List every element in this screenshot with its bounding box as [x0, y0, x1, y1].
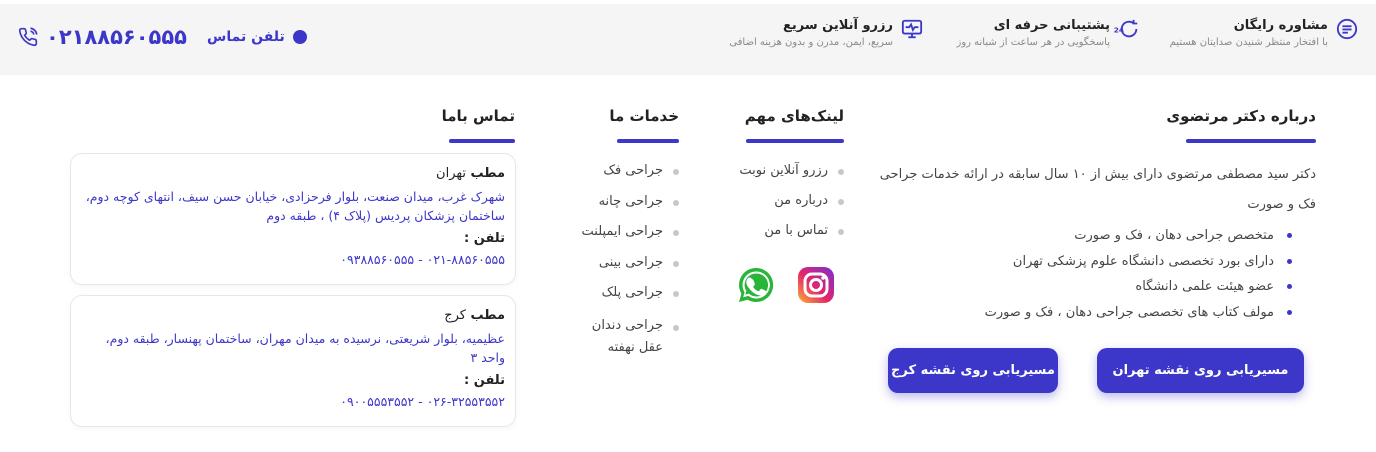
feature-title: رزرو آنلاین سریع	[782, 18, 893, 33]
office-title	[81, 308, 505, 323]
list-item: مولف کتاب های تخصصی جراحی دهان ، فک و صورت	[985, 305, 1292, 331]
feature-subtitle: سریع، ایمن، مدرن و بدون هزینه اضافی	[729, 37, 893, 48]
header-phone-number[interactable]: ۰۲۱۸۸۵۶۰۵۵۵	[46, 25, 187, 49]
accent-dot	[293, 30, 307, 44]
feature-title: پشتیبانی حرفه ای	[993, 18, 1110, 33]
important-links-underline	[746, 139, 844, 143]
call-label: تلفن تماس	[207, 29, 285, 45]
top-info-bar	[0, 4, 1376, 75]
list-item: متخصص جراحی دهان ، فک و صورت	[985, 228, 1292, 254]
feature-support	[956, 18, 1140, 48]
office-phone-label: تلفن :	[464, 231, 505, 246]
contact-title: تماس باما	[441, 107, 515, 125]
service-jaw-surgery[interactable]: جراحی فک	[567, 162, 679, 193]
office-address: عظیمیه، بلوار شریعتی، نرسیده به میدان مهران، ساختمان پهنسار، طبقه دوم، واحد ۳	[105, 331, 505, 365]
office-card-tehran	[70, 153, 516, 285]
important-links-title: لینک‌های مهم	[744, 107, 844, 125]
svg-text:24: 24	[1113, 25, 1124, 35]
office-city: تهران	[436, 166, 466, 181]
feature-online-booking	[729, 18, 923, 48]
feature-free-consultation	[1170, 18, 1358, 48]
office-address: شهرک غرب، میدان صنعت، بلوار فرحزادی، خیابان حسن سیف، انتهای کوچه دوم، ساختمان پزشکان پردیس (پلاک ۴) ، طبقه دوم	[85, 189, 505, 223]
route-karaj-button[interactable]: مسیریابی روی نقشه کرج	[888, 348, 1058, 393]
contact-title-underline	[449, 139, 515, 143]
link-online-booking[interactable]: رزرو آنلاین نوبت	[739, 162, 844, 192]
office-label: مطب	[470, 308, 505, 323]
list-item: دارای بورد تخصصی دانشگاه علوم پزشکی تهران	[985, 254, 1292, 280]
instagram-icon[interactable]	[796, 265, 836, 305]
about-title: درباره دکتر مرتضوی	[1166, 107, 1316, 125]
chat-icon	[1336, 18, 1358, 40]
link-contact-me[interactable]: تماس با من	[739, 222, 844, 252]
header-phone[interactable]	[18, 25, 307, 49]
about-title-underline	[1186, 139, 1316, 143]
feature-title: مشاوره رایگان	[1233, 18, 1328, 33]
list-item: عضو هیئت علمی دانشگاه	[985, 279, 1292, 305]
office-phone-numbers[interactable]: ۰۲۶-۳۲۵۵۳۵۵۲ - ۰۹۰۰۵۵۵۳۵۵۲	[340, 394, 505, 409]
services-title-underline	[617, 139, 679, 143]
support-24-icon	[1113, 18, 1140, 40]
route-tehran-button[interactable]: مسیریابی روی نقشه تهران	[1097, 348, 1304, 393]
services-title: خدمات ما	[609, 107, 679, 125]
about-bullet-list	[985, 228, 1292, 330]
link-about-me[interactable]: درباره من	[739, 192, 844, 222]
office-label: مطب	[470, 166, 505, 181]
about-text: دکتر سید مصطفی مرتضوی دارای بیش از ۱۰ سال سابقه در ارائه خدمات جراحی فک و صورت	[879, 167, 1316, 212]
service-implant-surgery[interactable]: جراحی ایمپلنت	[567, 223, 679, 254]
phone-icon	[18, 27, 38, 47]
office-phone-label: تلفن :	[464, 373, 505, 388]
whatsapp-icon[interactable]	[736, 265, 776, 305]
service-chin-surgery[interactable]: جراحی چانه	[567, 193, 679, 224]
important-links-list	[739, 162, 844, 252]
office-city: کرج	[444, 308, 466, 323]
feature-subtitle: پاسخگویی در هر ساعت از شبانه روز	[956, 37, 1110, 48]
service-wisdom-tooth-surgery[interactable]: جراحی دندان عقل نهفته	[567, 315, 679, 359]
monitor-pulse-icon	[901, 18, 923, 40]
office-card-karaj	[70, 295, 516, 427]
service-eyelid-surgery[interactable]: جراحی پلک	[567, 284, 679, 315]
office-title	[81, 166, 505, 181]
feature-subtitle: با افتخار منتظر شنیدن صدایتان هستیم	[1169, 37, 1328, 48]
services-list	[567, 162, 679, 359]
office-phone-numbers[interactable]: ۰۲۱-۸۸۵۶۰۵۵۵ - ۰۹۳۸۸۵۶۰۵۵۵	[340, 252, 505, 267]
service-nose-surgery[interactable]: جراحی بینی	[567, 254, 679, 285]
